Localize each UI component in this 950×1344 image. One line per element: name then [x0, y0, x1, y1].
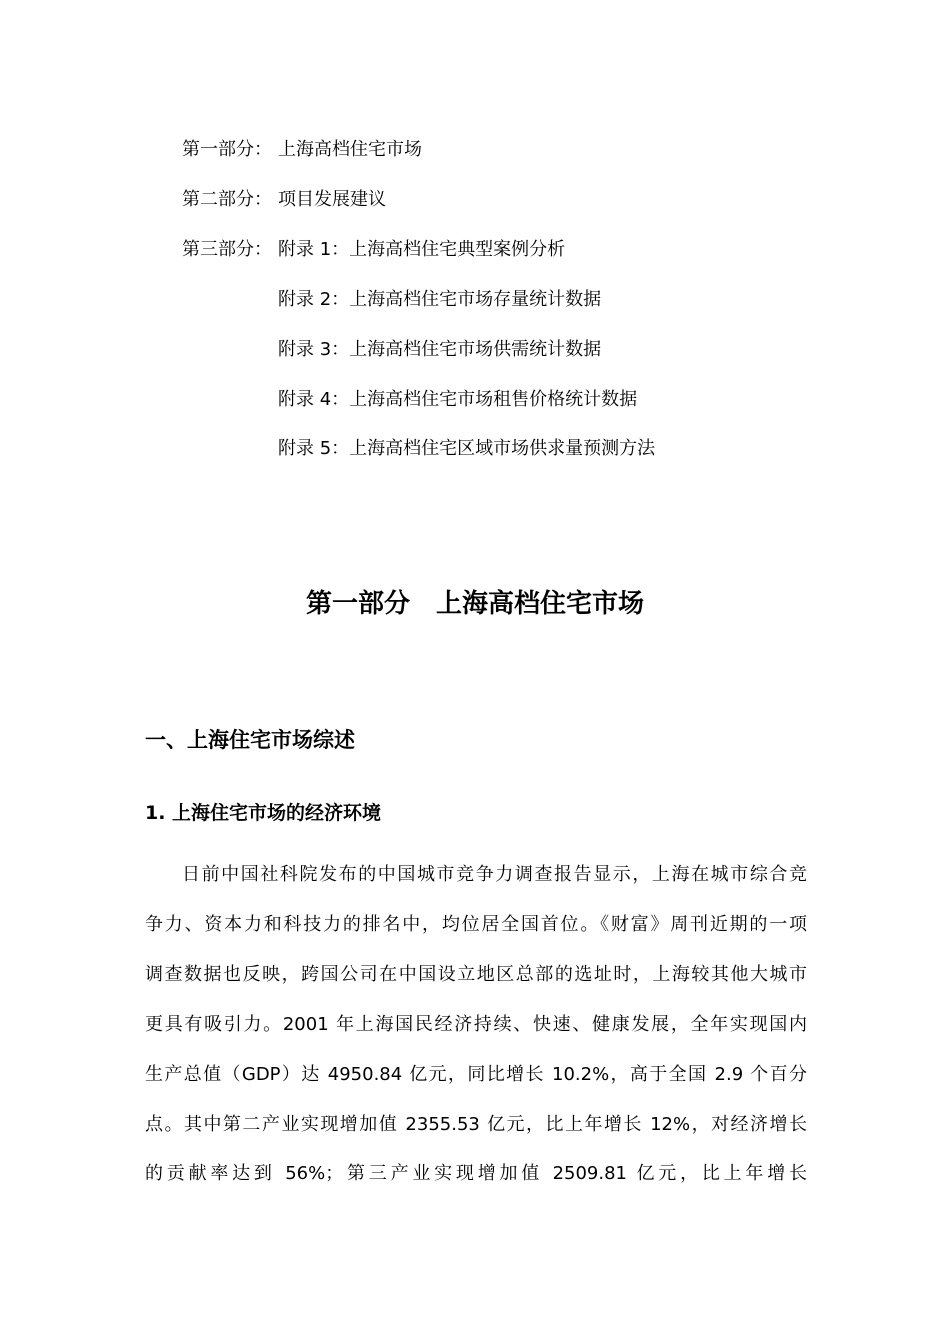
toc-entry-label: 附录 2：上海高档住宅市场存量统计数据 — [278, 289, 602, 310]
toc-part-label: 第三部分： — [182, 239, 272, 260]
toc-part-label: 第二部分： — [182, 189, 272, 210]
toc-entry-label: 附录 1：上海高档住宅典型案例分析 — [278, 239, 566, 260]
section-heading: 一、上海住宅市场综述 — [145, 728, 355, 752]
toc-row-appendix-3 — [182, 338, 601, 362]
toc-entry-label: 附录 3：上海高档住宅市场供需统计数据 — [278, 339, 602, 360]
toc-row-appendix-4 — [182, 388, 637, 412]
toc-row-part-3 — [182, 238, 565, 262]
paragraph-line: 更具有吸引力。2001 年上海国民经济持续、快速、健康发展，全年实现国内 — [145, 1014, 807, 1035]
toc-row-appendix-2 — [182, 288, 601, 312]
toc-entry-label: 附录 5：上海高档住宅区域市场供求量预测方法 — [278, 438, 656, 459]
paragraph-line: 争力、资本力和科技力的排名中，均位居全国首位。《财富》周刊近期的一项 — [145, 914, 807, 935]
subsection-heading: 1. 上海住宅市场的经济环境 — [145, 802, 382, 824]
paragraph-line: 生产总值（GDP）达 4950.84 亿元，同比增长 10.2%，高于全国 2.9 个百分 — [145, 1064, 807, 1085]
paragraph-line: 的贡献率达到 56%；第三产业实现增加值 2509.81 亿元，比上年增长 — [145, 1163, 807, 1184]
paragraph-line: 日前中国社科院发布的中国城市竞争力调查报告显示，上海在城市综合竞 — [182, 864, 807, 885]
paragraph-line: 调查数据也反映，跨国公司在中国设立地区总部的选址时，上海较其他大城市 — [145, 964, 807, 985]
toc-row-part-2 — [182, 188, 386, 212]
toc-row-part-1 — [182, 138, 422, 162]
toc-entry-label: 项目发展建议 — [278, 189, 386, 210]
toc-row-appendix-5 — [182, 437, 655, 461]
toc-entry-label: 上海高档住宅市场 — [278, 139, 422, 160]
paragraph-line: 点。其中第二产业实现增加值 2355.53 亿元，比上年增长 12%，对经济增长 — [145, 1114, 807, 1135]
toc-part-label: 第一部分： — [182, 139, 272, 160]
part-title: 第一部分 上海高档住宅市场 — [305, 589, 644, 619]
toc-entry-label: 附录 4：上海高档住宅市场租售价格统计数据 — [278, 389, 638, 410]
